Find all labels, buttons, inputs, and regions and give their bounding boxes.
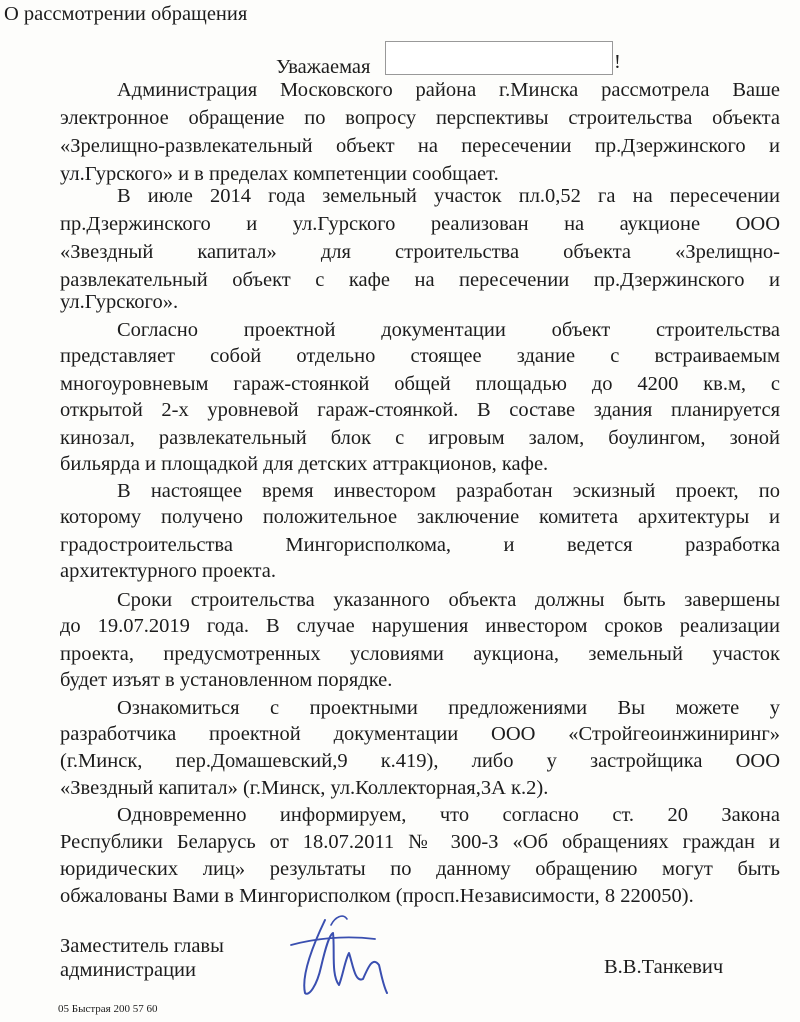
paragraph-line: градостроительства Мингорисполкома, и ведется разработка <box>60 534 780 556</box>
signer-position-line1: Заместитель главы <box>60 935 224 957</box>
paragraph-line: обжалованы Вами в Мингорисполком (просп.Независимости, 8 220050). <box>60 885 694 907</box>
redacted-name-box <box>385 41 613 75</box>
paragraph-line: «Звездный капитал» (г.Минск, ул.Коллекторная,3А к.2). <box>60 777 549 799</box>
paragraph-line: которому получено положительное заключение комитета архитектуры и <box>60 506 780 528</box>
paragraph-line: Администрация Московского района г.Минска рассмотрела Ваше <box>117 79 780 101</box>
greeting-suffix: ! <box>614 51 621 73</box>
signer-name: В.В.Танкевич <box>604 956 724 978</box>
document-title: О рассмотрении обращения <box>4 3 248 25</box>
footer-contact: 05 Быстрая 200 57 60 <box>58 1003 158 1015</box>
paragraph-line: проекта, предусмотренных условиями аукциона, земельный участок <box>60 643 780 665</box>
paragraph-line: В июле 2014 года земельный участок пл.0,52 га на пересечении <box>117 185 780 207</box>
paragraph-line: юридических лиц» результаты по данному обращению могут быть <box>60 858 780 880</box>
paragraph-line: ул.Гурского». <box>60 291 179 313</box>
paragraph-line: разработчика проектной документации ООО «Стройгеоинжиниринг» <box>60 723 780 745</box>
paragraph-line: электронное обращение по вопросу перспективы строительства объекта <box>60 107 780 129</box>
paragraph-line: представляет собой отдельно стоящее здание с встраиваемым <box>60 345 780 367</box>
paragraph-line: Согласно проектной документации объект строительства <box>117 319 780 341</box>
handwritten-signature <box>283 905 403 1000</box>
paragraph-line: пр.Дзержинского и ул.Гурского реализован на аукционе ООО <box>60 213 780 235</box>
paragraph-line: архитектурного проекта. <box>60 560 276 582</box>
paragraph-line: многоуровневым гараж-стоянкой общей площадью до 4200 кв.м, с <box>60 373 780 395</box>
paragraph-line: ул.Гурского» и в пределах компетенции сообщает. <box>60 163 499 185</box>
paragraph-line: кинозал, развлекательный блок с игровым залом, боулингом, зоной <box>60 427 780 449</box>
paragraph-line: «Зрелищно-развлекательный объект на пересечении пр.Дзержинского и <box>60 135 780 157</box>
paragraph-line: бильярда и площадкой для детских аттракционов, кафе. <box>60 453 549 475</box>
paragraph-line: Республики Беларусь от 18.07.2011 № 300-З «Об обращениях граждан и <box>60 831 780 853</box>
paragraph-line: В настоящее время инвестором разработан эскизный проект, по <box>117 480 780 502</box>
greeting-prefix: Уважаемая <box>276 56 371 78</box>
paragraph-line: развлекательный объект с кафе на пересечении пр.Дзержинского и <box>60 269 780 291</box>
paragraph-line: Одновременно информируем, что согласно ст. 20 Закона <box>117 804 780 826</box>
paragraph-line: открытой 2-х уровневой гараж-стоянкой. В составе здания планируется <box>60 399 780 421</box>
paragraph-line: до 19.07.2019 года. В случае нарушения инвестором сроков реализации <box>60 615 780 637</box>
signer-position-line2: администрации <box>60 959 196 981</box>
paragraph-line: будет изъят в установленном порядке. <box>60 669 393 691</box>
paragraph-line: «Звездный капитал» для строительства объекта «Зрелищно- <box>60 241 780 263</box>
paragraph-line: Сроки строительства указанного объекта должны быть завершены <box>117 589 780 611</box>
paragraph-line: Ознакомиться с проектными предложениями Вы можете у <box>117 697 780 719</box>
paragraph-line: (г.Минск, пер.Домашевский,9 к.419), либо у застройщика ООО <box>60 750 780 772</box>
